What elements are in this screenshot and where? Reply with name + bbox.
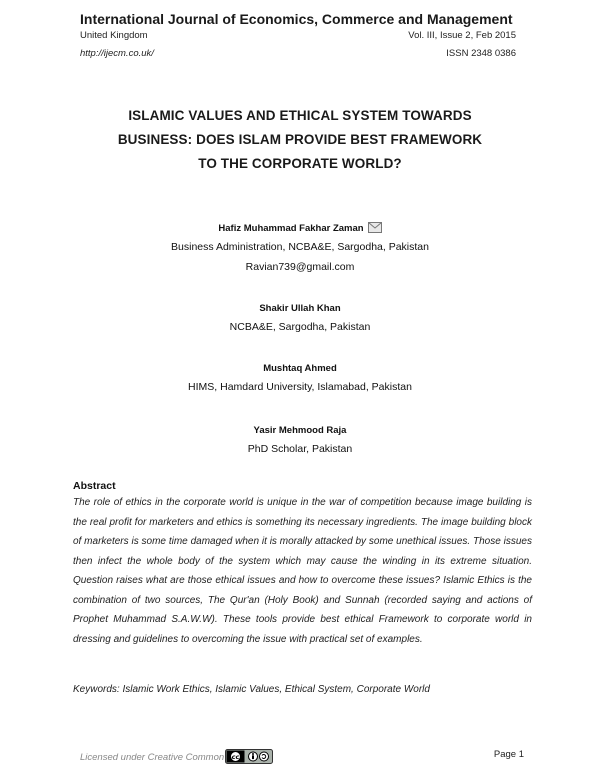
author-affiliation: Business Administration, NCBA&E, Sargodha, Pakistan bbox=[171, 241, 429, 253]
author-block-1 bbox=[0, 222, 600, 234]
journal-country: United Kingdom bbox=[80, 30, 148, 41]
creative-commons-badge-icon[interactable] bbox=[225, 749, 273, 767]
author-email[interactable]: Ravian739@gmail.com bbox=[245, 261, 355, 273]
journal-volume: Vol. III, Issue 2, Feb 2015 bbox=[408, 30, 516, 41]
author-name: Yasir Mehmood Raja bbox=[253, 425, 347, 436]
author-name: Hafiz Muhammad Fakhar Zaman bbox=[218, 223, 364, 234]
keywords: Keywords: Islamic Work Ethics, Islamic Values, Ethical System, Corporate World bbox=[73, 684, 430, 695]
paper-title-line: TO THE CORPORATE WORLD? bbox=[198, 156, 402, 171]
author-affiliation: PhD Scholar, Pakistan bbox=[247, 443, 353, 455]
journal-title: International Journal of Economics, Commerce and Management bbox=[80, 11, 513, 27]
svg-text:cc: cc bbox=[231, 753, 240, 761]
license-text: Licensed under Creative Common bbox=[80, 752, 225, 763]
journal-url[interactable]: http://ijecm.co.uk/ bbox=[80, 48, 154, 59]
email-icon[interactable] bbox=[368, 222, 382, 233]
paper-title-line: ISLAMIC VALUES AND ETHICAL SYSTEM TOWARDS bbox=[128, 108, 472, 123]
author-affiliation: HIMS, Hamdard University, Islamabad, Pakistan bbox=[188, 381, 412, 393]
journal-issn: ISSN 2348 0386 bbox=[446, 48, 516, 59]
page-number: Page 1 bbox=[493, 749, 524, 760]
author-name: Shakir Ullah Khan bbox=[259, 303, 341, 314]
abstract-text: The role of ethics in the corporate world is unique in the war of competition because image building is the real profit for marketers and ethics is something its necessary ingredients. The image building block of marketers is some time damaged when it is morally attacked by some unethical issues. Those issues then infect the whole body of the system which may cause the winding in its extreme situation. Question raises what are those ethical issues and how to overcome these issues? Islamic Ethics is the combination of two sources, The Qur'an (Holy Book) and Sunnah (recorded saying and actions of Prophet Muhammad S.A.W.W). These tools provide best ethical Framework to corporate world in dressing and guidelines to overcoming the issue with practical set of examples. bbox=[73, 497, 532, 645]
license-notice bbox=[80, 749, 273, 767]
paper-title bbox=[0, 104, 600, 176]
abstract-heading: Abstract bbox=[73, 480, 116, 492]
author-affiliation: NCBA&E, Sargodha, Pakistan bbox=[229, 321, 371, 333]
paper-title-line: BUSINESS: DOES ISLAM PROVIDE BEST FRAMEWORK bbox=[117, 132, 483, 147]
author-name: Mushtaq Ahmed bbox=[263, 363, 337, 374]
